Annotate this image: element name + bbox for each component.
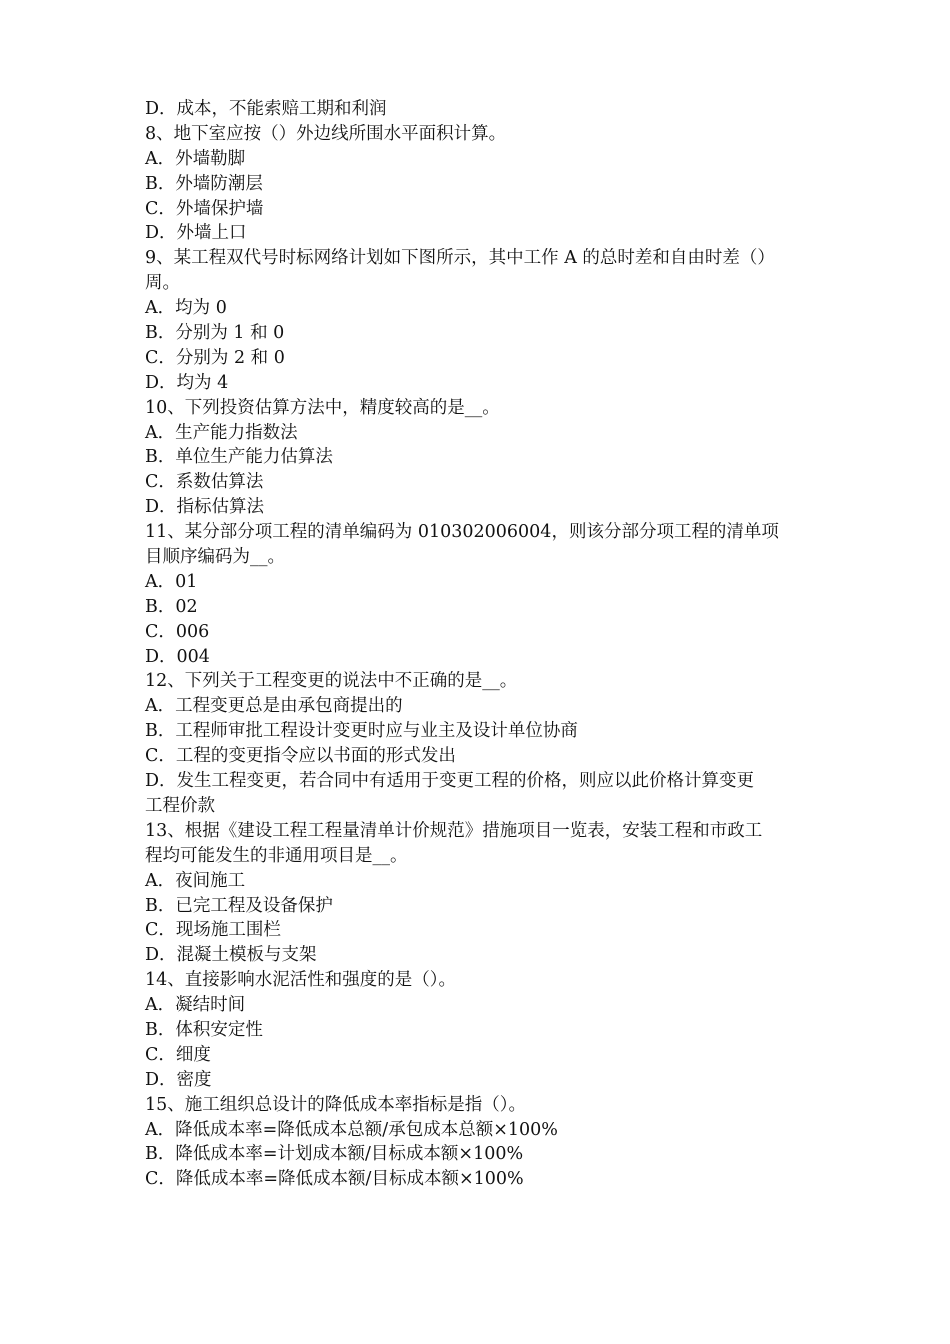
- question-line: 15、施工组织总设计的降低成本率指标是指（）。: [145, 1094, 527, 1115]
- option-line: D．密度: [145, 1069, 212, 1090]
- question-line: 8、地下室应按（）外边线所围水平面积计算。: [145, 123, 507, 144]
- option-line: D．成本，不能索赔工期和利润: [145, 99, 387, 119]
- option-line: A．01: [145, 571, 198, 592]
- option-line-continued: 工程价款: [145, 795, 215, 816]
- option-line: B．02: [145, 596, 198, 617]
- question-line: 14、直接影响水泥活性和强度的是（）。: [145, 970, 457, 991]
- question-line-continued: 目顺序编码为__。: [145, 547, 285, 568]
- option-line: C．细度: [145, 1044, 211, 1065]
- option-line: B．单位生产能力估算法: [145, 447, 333, 468]
- option-line: A．降低成本率=降低成本总额/承包成本总额×100%: [145, 1119, 558, 1140]
- option-line: A．生产能力指数法: [145, 422, 298, 443]
- option-line: D．均为 4: [145, 372, 229, 393]
- option-line: B．降低成本率=计划成本额/目标成本额×100%: [145, 1144, 524, 1165]
- question-line: 12、下列关于工程变更的说法中不正确的是__。: [145, 671, 518, 692]
- question-line: 13、根据《建设工程工程量清单计价规范》措施项目一览表，安装工程和市政工: [145, 820, 763, 841]
- option-line: A．外墙勒脚: [145, 148, 246, 169]
- option-line: A．凝结时间: [145, 995, 246, 1016]
- option-line: D．004: [145, 646, 210, 667]
- question-line: 11、某分部分项工程的清单编码为 010302006004，则该分部分项工程的清单项: [145, 522, 779, 543]
- option-line: A．夜间施工: [145, 870, 246, 891]
- option-line: C．外墙保护墙: [145, 198, 264, 219]
- option-line: B．工程师审批工程设计变更时应与业主及设计单位协商: [145, 721, 578, 742]
- option-line: C．现场施工围栏: [145, 920, 281, 941]
- option-line: C．系数估算法: [145, 472, 264, 493]
- option-line: C．工程的变更指令应以书面的形式发出: [145, 746, 456, 767]
- option-line: D．外墙上口: [145, 223, 247, 244]
- option-line: B．已完工程及设备保护: [145, 895, 333, 916]
- question-line: 10、下列投资估算方法中，精度较高的是__。: [145, 397, 500, 418]
- question-line: 9、某工程双代号时标网络计划如下图所示，其中工作 A 的总时差和自由时差（）: [145, 248, 775, 269]
- option-line: D．混凝土模板与支架: [145, 945, 317, 966]
- option-line: A．工程变更总是由承包商提出的: [145, 696, 403, 717]
- question-line-continued: 周。: [145, 273, 180, 294]
- option-line: D．指标估算法: [145, 497, 265, 518]
- option-line: B．外墙防潮层: [145, 173, 263, 194]
- option-line: D．发生工程变更，若合同中有适用于变更工程的价格，则应以此价格计算变更: [145, 771, 755, 792]
- option-line: B．分别为 1 和 0: [145, 323, 285, 344]
- option-line: C．006: [145, 621, 210, 642]
- question-line-continued: 程均可能发生的非通用项目是__。: [145, 845, 408, 866]
- option-line: B．体积安定性: [145, 1019, 263, 1040]
- document-page: [145, 97, 817, 1192]
- option-line: C．分别为 2 和 0: [145, 347, 285, 368]
- option-line: A．均为 0: [145, 298, 227, 319]
- option-line: C．降低成本率=降低成本额/目标成本额×100%: [145, 1169, 524, 1190]
